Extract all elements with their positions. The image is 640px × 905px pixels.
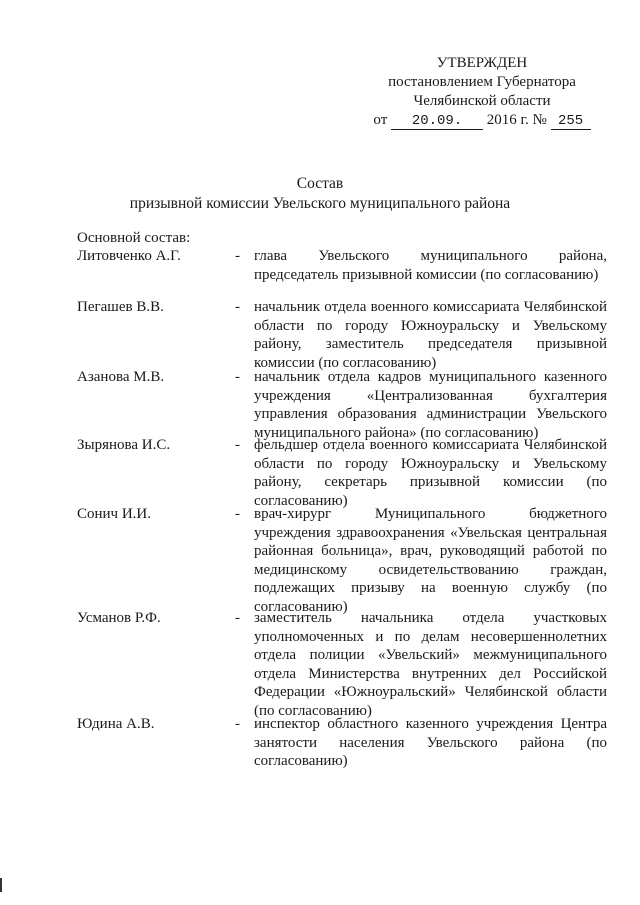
date-prefix: от <box>373 112 388 128</box>
member-name: Сонич И.И. <box>77 506 152 522</box>
title-subheading: призывной комиссии Увельского муниципального района <box>129 195 511 212</box>
member-name: Юдина А.В. <box>77 716 155 732</box>
approval-stamp <box>372 54 592 130</box>
section-label: Основной состав: <box>77 230 191 246</box>
member-dash: - <box>235 716 240 732</box>
approval-title: УТВЕРЖДЕН <box>436 55 528 71</box>
member-name: Азанова М.В. <box>77 369 165 385</box>
approval-date: 20.09. <box>391 114 483 130</box>
member-name: Зырянова И.С. <box>77 437 171 453</box>
member-position: начальник отдела военного комиссариата Челябинской области по городу Южноуральску и Увельскому району, заместитель председателя призывной комиссии (по согласованию) <box>254 299 607 371</box>
approval-date-line <box>372 111 592 130</box>
scan-margin-mark <box>0 878 2 892</box>
approval-authority: постановлением Губернатора <box>388 74 576 90</box>
date-suffix: 2016 г. № <box>486 112 547 128</box>
title-heading: Состав <box>296 175 344 192</box>
member-dash: - <box>235 610 240 626</box>
member-position: инспектор областного казенного учреждения Центра занятости населения Увельского района (по согласованию) <box>254 716 607 769</box>
member-dash: - <box>235 437 240 453</box>
member-dash: - <box>235 299 240 315</box>
approval-region: Челябинской области <box>413 93 551 109</box>
member-position: начальник отдела кадров муниципального казенного учреждения «Централизованная бухгалтерия управления образования администрации Увельского муниципального района» (по согласованию) <box>254 369 607 441</box>
member-dash: - <box>235 506 240 522</box>
member-name: Усманов Р.Ф. <box>77 610 161 626</box>
member-name: Литовченко А.Г. <box>77 248 181 264</box>
member-position: глава Увельского муниципального района, председатель призывной комиссии (по согласованию) <box>254 248 607 283</box>
member-name: Пегашев В.В. <box>77 299 164 315</box>
approval-number: 255 <box>551 114 591 130</box>
member-dash: - <box>235 248 240 264</box>
member-position: врач-хирург Муниципального бюджетного учреждения здравоохранения «Увельская центральная районная больница», врач, руководящий работой по медицинскому освидетельствованию граждан, подлежащих призыву на военную службу (по согласованию) <box>254 506 607 615</box>
member-position: фельдшер отдела военного комиссариата Челябинской области по городу Южноуральску и Увельскому району, секретарь призывной комиссии (по согласованию) <box>254 437 607 509</box>
document-title <box>0 174 640 214</box>
member-position: заместитель начальника отдела участковых уполномоченных и по делам несовершеннолетних отдела полиции «Увельский» межмуниципального отдела Министерства внутренних дел Российской Федерации «Южноуральский» Челябинской области (по согласованию) <box>254 610 607 719</box>
member-dash: - <box>235 369 240 385</box>
